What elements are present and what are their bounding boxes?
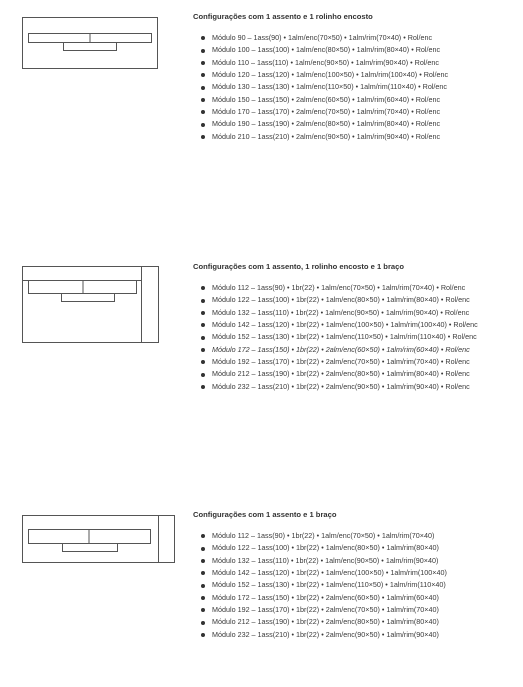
list-item: Módulo 100 – 1ass(100) • 1alm/enc(80×50) • 1alm/rim(80×40) • Rol/enc bbox=[200, 44, 448, 56]
bullet-icon bbox=[201, 61, 205, 65]
bullet-icon bbox=[201, 311, 205, 315]
list-item: Módulo 192 – 1ass(170) • 1br(22) • 2alm/enc(70×50) • 1alm/rim(70×40) • Rol/enc bbox=[200, 356, 478, 368]
list-item: Módulo 212 – 1ass(190) • 1br(22) • 2alm/enc(80×50) • 1alm/rim(80×40) bbox=[200, 616, 447, 628]
sofa-top-view-1-seat-1-roll-1-arm-icon bbox=[22, 266, 159, 343]
bullet-icon bbox=[201, 373, 205, 377]
list-item: Módulo 152 – 1ass(130) • 1br(22) • 1alm/enc(110×50) • 1alm/rim(110×40) • Rol/enc bbox=[200, 331, 478, 343]
bullet-icon bbox=[201, 299, 205, 303]
sofa-top-view-1-seat-1-arm-icon bbox=[22, 515, 176, 563]
bullet-icon bbox=[201, 385, 205, 389]
list-item: Módulo 112 – 1ass(90) • 1br(22) • 1alm/enc(70×50) • 1alm/rim(70×40) bbox=[200, 530, 447, 542]
module-list bbox=[200, 32, 448, 143]
bullet-icon bbox=[201, 534, 205, 538]
bullet-icon bbox=[201, 559, 205, 563]
bullet-icon bbox=[201, 98, 205, 102]
bullet-icon bbox=[201, 348, 205, 352]
bullet-icon bbox=[201, 286, 205, 290]
list-item: Módulo 120 – 1ass(120) • 1alm/enc(100×50) • 1alm/rim(100×40) • Rol/enc bbox=[200, 69, 448, 81]
list-item: Módulo 172 – 1ass(150) • 1br(22) • 2alm/enc(60×50) • 1alm/rim(60×40) • Rol/enc bbox=[200, 344, 478, 356]
bullet-icon bbox=[201, 547, 205, 551]
list-item: Módulo 232 – 1ass(210) • 1br(22) • 2alm/enc(90×50) • 1alm/rim(90×40) bbox=[200, 629, 447, 641]
bullet-icon bbox=[201, 584, 205, 588]
list-item: Módulo 210 – 1ass(210) • 2alm/enc(90×50) • 1alm/rim(90×40) • Rol/enc bbox=[200, 131, 448, 143]
bullet-icon bbox=[201, 608, 205, 612]
bullet-icon bbox=[201, 596, 205, 600]
module-list bbox=[200, 282, 478, 393]
list-item: Módulo 142 – 1ass(120) • 1br(22) • 1alm/enc(100×50) • 1alm/rim(100×40) • Rol/enc bbox=[200, 319, 478, 331]
list-item: Módulo 192 – 1ass(170) • 1br(22) • 2alm/enc(70×50) • 1alm/rim(70×40) bbox=[200, 604, 447, 616]
list-item: Módulo 90 – 1ass(90) • 1alm/enc(70×50) • 1alm/rim(70×40) • Rol/enc bbox=[200, 32, 448, 44]
list-item: Módulo 212 – 1ass(190) • 1br(22) • 2alm/enc(80×50) • 1alm/rim(80×40) • Rol/enc bbox=[200, 368, 478, 380]
list-item: Módulo 122 – 1ass(100) • 1br(22) • 1alm/enc(80×50) • 1alm/rim(80×40) • Rol/enc bbox=[200, 294, 478, 306]
module-list bbox=[200, 530, 447, 641]
bullet-icon bbox=[201, 360, 205, 364]
bullet-icon bbox=[201, 110, 205, 114]
list-item: Módulo 122 – 1ass(100) • 1br(22) • 1alm/enc(80×50) • 1alm/rim(80×40) bbox=[200, 542, 447, 554]
section-heading: Configurações com 1 assento e 1 rolinho encosto bbox=[193, 12, 373, 21]
bullet-icon bbox=[201, 135, 205, 139]
bullet-icon bbox=[201, 123, 205, 127]
list-item: Módulo 170 – 1ass(170) • 2alm/enc(70×50) • 1alm/rim(70×40) • Rol/enc bbox=[200, 106, 448, 118]
bullet-icon bbox=[201, 633, 205, 637]
list-item: Módulo 232 – 1ass(210) • 1br(22) • 2alm/enc(90×50) • 1alm/rim(90×40) • Rol/enc bbox=[200, 381, 478, 393]
bullet-icon bbox=[201, 73, 205, 77]
section-heading: Configurações com 1 assento e 1 braço bbox=[193, 510, 337, 519]
list-item: Módulo 132 – 1ass(110) • 1br(22) • 1alm/enc(90×50) • 1alm/rim(90×40) bbox=[200, 555, 447, 567]
bullet-icon bbox=[201, 49, 205, 53]
list-item: Módulo 152 – 1ass(130) • 1br(22) • 1alm/enc(110×50) • 1alm/rim(110×40) bbox=[200, 579, 447, 591]
bullet-icon bbox=[201, 621, 205, 625]
bullet-icon bbox=[201, 336, 205, 340]
list-item: Módulo 130 – 1ass(130) • 1alm/enc(110×50) • 1alm/rim(110×40) • Rol/enc bbox=[200, 81, 448, 93]
list-item: Módulo 172 – 1ass(150) • 1br(22) • 2alm/enc(60×50) • 1alm/rim(60×40) bbox=[200, 592, 447, 604]
bullet-icon bbox=[201, 86, 205, 90]
bullet-icon bbox=[201, 571, 205, 575]
list-item: Módulo 150 – 1ass(150) • 2alm/enc(60×50) • 1alm/rim(60×40) • Rol/enc bbox=[200, 94, 448, 106]
list-item: Módulo 142 – 1ass(120) • 1br(22) • 1alm/enc(100×50) • 1alm/rim(100×40) bbox=[200, 567, 447, 579]
bullet-icon bbox=[201, 36, 205, 40]
list-item: Módulo 112 – 1ass(90) • 1br(22) • 1alm/enc(70×50) • 1alm/rim(70×40) • Rol/enc bbox=[200, 282, 478, 294]
list-item: Módulo 110 – 1ass(110) • 1alm/enc(90×50) • 1alm/rim(90×40) • Rol/enc bbox=[200, 57, 448, 69]
sofa-top-view-1-seat-1-roll-icon bbox=[22, 17, 158, 69]
section-heading: Configurações com 1 assento, 1 rolinho encosto e 1 braço bbox=[193, 262, 404, 271]
bullet-icon bbox=[201, 323, 205, 327]
list-item: Módulo 190 – 1ass(190) • 2alm/enc(80×50) • 1alm/rim(80×40) • Rol/enc bbox=[200, 118, 448, 130]
list-item: Módulo 132 – 1ass(110) • 1br(22) • 1alm/enc(90×50) • 1alm/rim(90×40) • Rol/enc bbox=[200, 307, 478, 319]
